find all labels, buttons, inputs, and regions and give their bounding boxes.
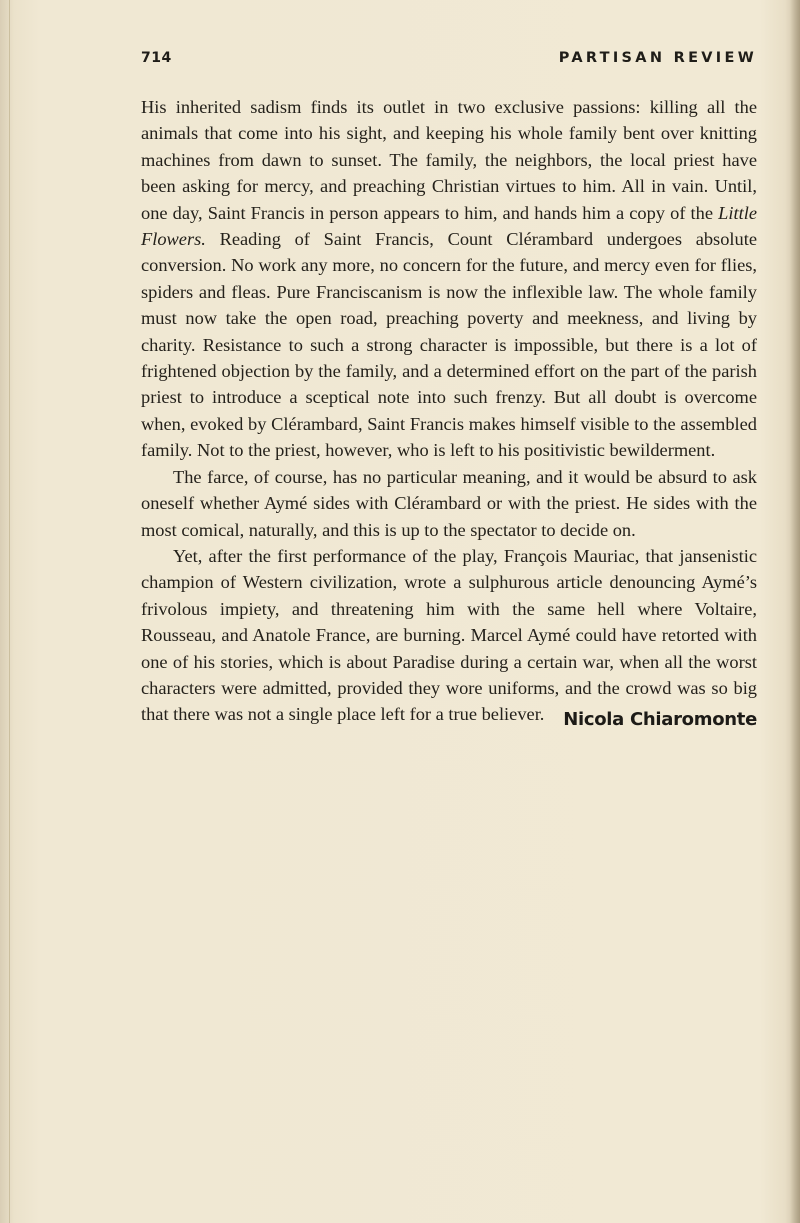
- paragraph-1: [141, 94, 757, 464]
- book-title-italic: Little Flowers.: [141, 202, 757, 250]
- article-body: [141, 94, 757, 728]
- binding-edge: [9, 0, 10, 1223]
- journal-title: PARTISAN REVIEW: [558, 50, 757, 66]
- paragraph-3: Yet, after the first performance of the play, François Mauriac, that jansenistic champion of Western civilization, wrote a sulphurous article denouncing Aymé’s frivolous impiety, and threatening him with the same hell where Voltaire, Rousseau, and Anatole France, are burning. Marcel Aymé could have retorted with one of his stories, which is about Paradise during a certain war, when all the worst characters were admitted, provided they wore uniforms, and the crowd was so big that there was not a single place left for a true believer.: [141, 545, 757, 725]
- running-head: [141, 50, 757, 74]
- page-edge-shadow: [790, 0, 800, 1223]
- author-signature: Nicola Chiaromonte: [563, 709, 757, 730]
- paragraph-2: The farce, of course, has no particular meaning, and it would be absurd to ask oneself whether Aymé sides with Clérambard or with the priest. He sides with the most comical, naturally, and this is up to the spectator to decide on.: [141, 466, 757, 540]
- paragraph-1-text-a: His inherited sadism finds its outlet in two exclusive passions: killing all the animals that come into his sight, and keeping his whole family bent over knitting machines from dawn to sunset. The family, the neighbors, the local priest have been asking for mercy, and preaching Christian virtues to him. All in vain. Until, one day, Saint Francis in person appears to him, and hands him a copy of the: [141, 97, 757, 223]
- page-number: 714: [141, 50, 172, 66]
- paragraph-1-text-b: Reading of Saint Francis, Count Clérambard undergoes absolute conversion. No work any more, no concern for the future, and mercy even for flies, spiders and fleas. Pure Franciscanism is now the inflexible law. The whole family must now take the open road, preaching poverty and meekness, and living by charity. Resistance to such a strong character is impossible, but there is a lot of frightened objection by the family, and a determined effort on the part of the parish priest to introduce a sceptical note into such frenzy. But all doubt is overcome when, evoked by Clérambard, Saint Francis makes himself visible to the assembled family. Not to the priest, however, who is left to his positivistic bewilderment.: [141, 229, 757, 461]
